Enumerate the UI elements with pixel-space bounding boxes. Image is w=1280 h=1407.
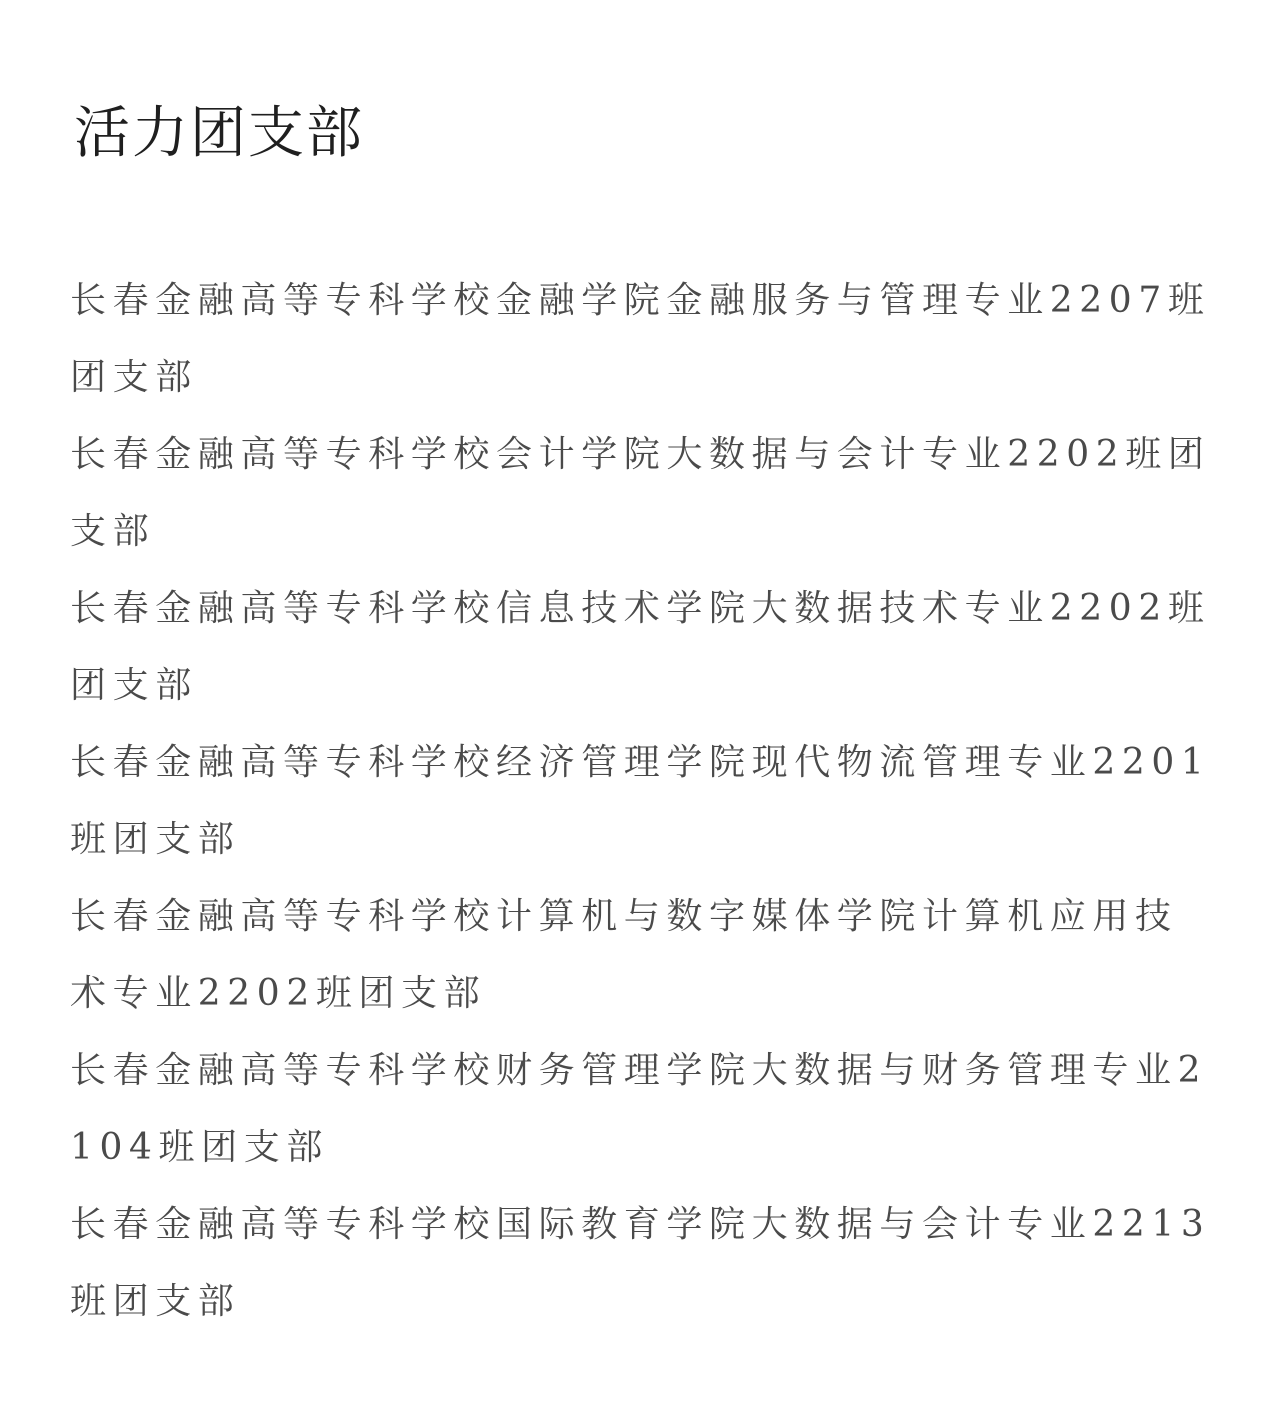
list-item: 长春金融高等专科学校金融学院金融服务与管理专业2207班团支部 xyxy=(70,280,1211,398)
list-item: 长春金融高等专科学校经济管理学院现代物流管理专业2201班团支部 xyxy=(70,742,1211,860)
page-title: 活力团支部 xyxy=(74,101,364,166)
list-item: 长春金融高等专科学校会计学院大数据与会计专业2202班团支部 xyxy=(70,434,1211,552)
list-item: 长春金融高等专科学校信息技术学院大数据技术专业2202班团支部 xyxy=(70,588,1211,706)
branch-list xyxy=(70,262,1220,1340)
list-item: 长春金融高等专科学校国际教育学院大数据与会计专业2213班团支部 xyxy=(70,1204,1211,1322)
list-item: 长春金融高等专科学校财务管理学院大数据与财务管理专业2104班团支部 xyxy=(70,1050,1208,1168)
list-item: 长春金融高等专科学校计算机与数字媒体学院计算机应用技术专业2202班团支部 xyxy=(70,896,1178,1014)
